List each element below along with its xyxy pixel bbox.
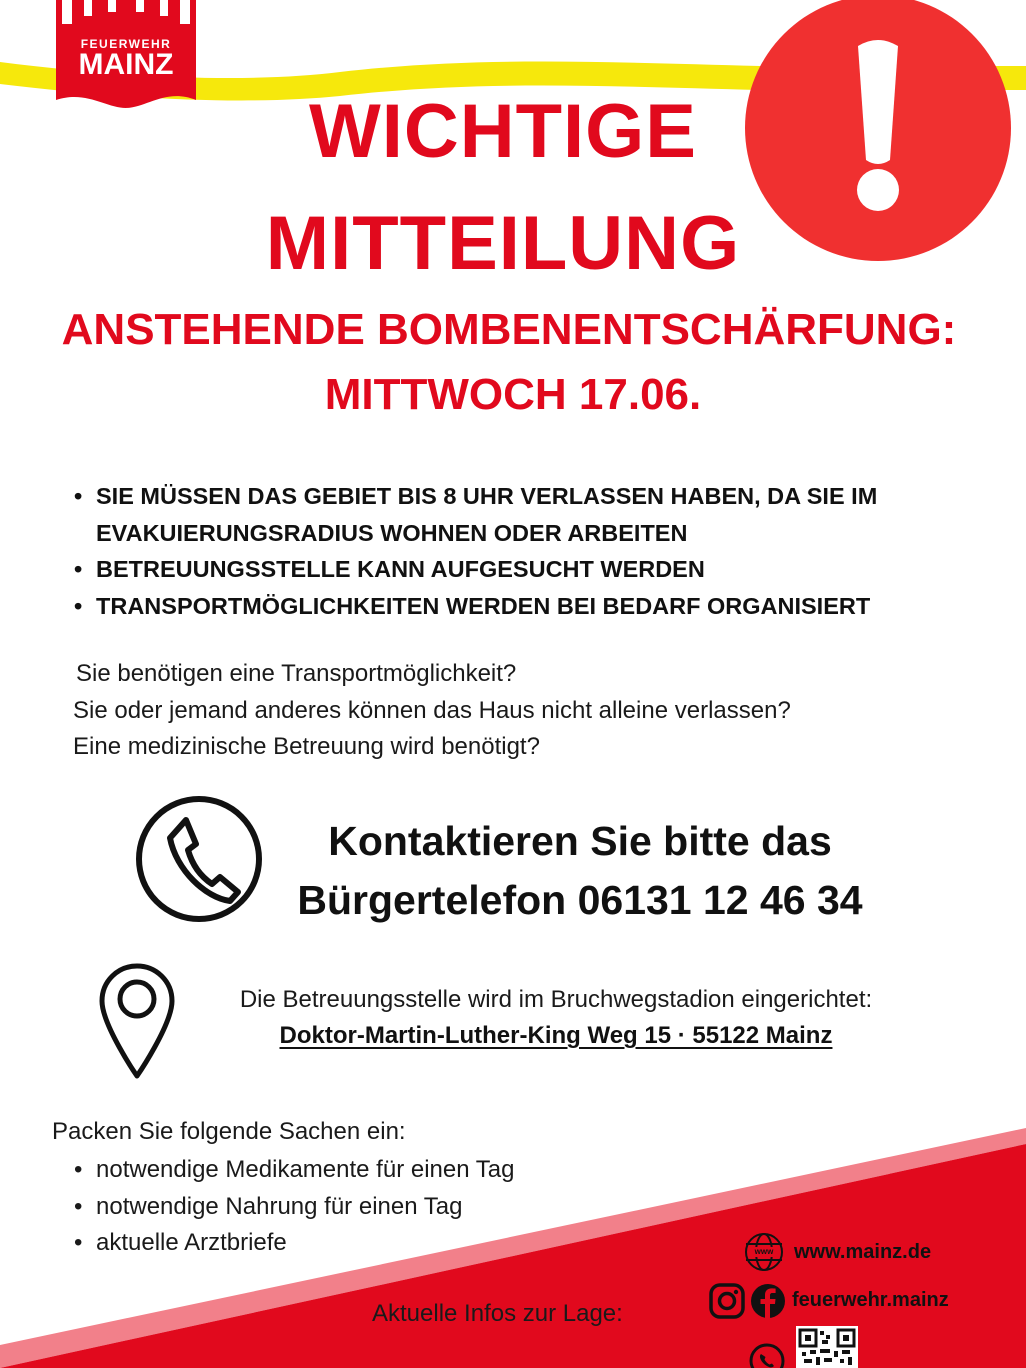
website-link[interactable]: www.mainz.de: [794, 1241, 932, 1263]
citizen-phone-number[interactable]: Bürgertelefon 06131 12 46 34: [297, 877, 863, 923]
whatsapp-icon-wrapper[interactable]: [748, 1342, 786, 1368]
contact-line1: Kontaktieren Sie bitte das: [328, 818, 832, 864]
alert-list: [74, 478, 954, 624]
alert-item: • BETREUUNGSSTELLE KANN AUFGESUCHT WERDEN: [74, 551, 954, 588]
alert-item: • TRANSPORTMÖGLICHKEITEN WERDEN BEI BEDARF ORGANISIERT: [74, 588, 954, 625]
whatsapp-icon: [748, 1342, 786, 1368]
shelter-address-link[interactable]: Doktor-Martin-Luther-King Weg 15 · 55122 Mainz: [279, 1022, 833, 1049]
info-label: Aktuelle Infos zur Lage:: [372, 1300, 623, 1327]
announcement-subtitle: ANSTEHENDE BOMBENENTSCHÄRFUNG:: [61, 305, 957, 354]
announcement-date: MITTWOCH 17.06.: [324, 370, 702, 419]
packing-item: • aktuelle Arztbriefe: [74, 1225, 515, 1262]
location-icon-wrapper: [98, 962, 176, 1082]
social-handle[interactable]: feuerwehr.mainz: [792, 1289, 949, 1311]
phone-icon: [134, 794, 264, 924]
question-medical: Eine medizinische Betreuung wird benötigt?: [73, 733, 540, 760]
logo-line2: MAINZ: [78, 48, 174, 81]
facebook-icon-wrapper[interactable]: [749, 1282, 787, 1320]
facebook-icon: [749, 1282, 787, 1320]
alert-item: • SIE MÜSSEN DAS GEBIET BIS 8 UHR VERLASSEN HABEN, DA SIE IM EVAKUIERUNGSRADIUS WOHNEN ODER ARBEITEN: [74, 478, 954, 551]
packing-item: • notwendige Medikamente für einen Tag: [74, 1152, 515, 1189]
shelter-description: Die Betreuungsstelle wird im Bruchwegstadion eingerichtet:: [239, 986, 873, 1013]
phone-icon-wrapper: [134, 794, 264, 924]
instagram-icon: [708, 1282, 746, 1320]
contact-block: [270, 812, 890, 930]
packing-item: • notwendige Nahrung für einen Tag: [74, 1189, 515, 1226]
instagram-icon-wrapper[interactable]: [708, 1282, 746, 1320]
page-title-line2: MITTEILUNG: [265, 201, 741, 286]
question-transport: Sie benötigen eine Transportmöglichkeit?: [76, 660, 517, 687]
globe-label: www: [754, 1247, 774, 1256]
page-title-line1: WICHTIGE: [309, 89, 697, 174]
qr-code-icon: [796, 1326, 858, 1368]
qr-code[interactable]: [796, 1326, 858, 1368]
packing-title: Packen Sie folgende Sachen ein:: [52, 1118, 406, 1145]
map-pin-icon: [98, 962, 176, 1082]
question-mobility: Sie oder jemand anderes können das Haus nicht alleine verlassen?: [73, 697, 791, 724]
packing-list: [74, 1152, 515, 1262]
globe-icon-wrapper: [742, 1232, 786, 1272]
logo-line1: FEUERWEHR: [80, 37, 172, 51]
